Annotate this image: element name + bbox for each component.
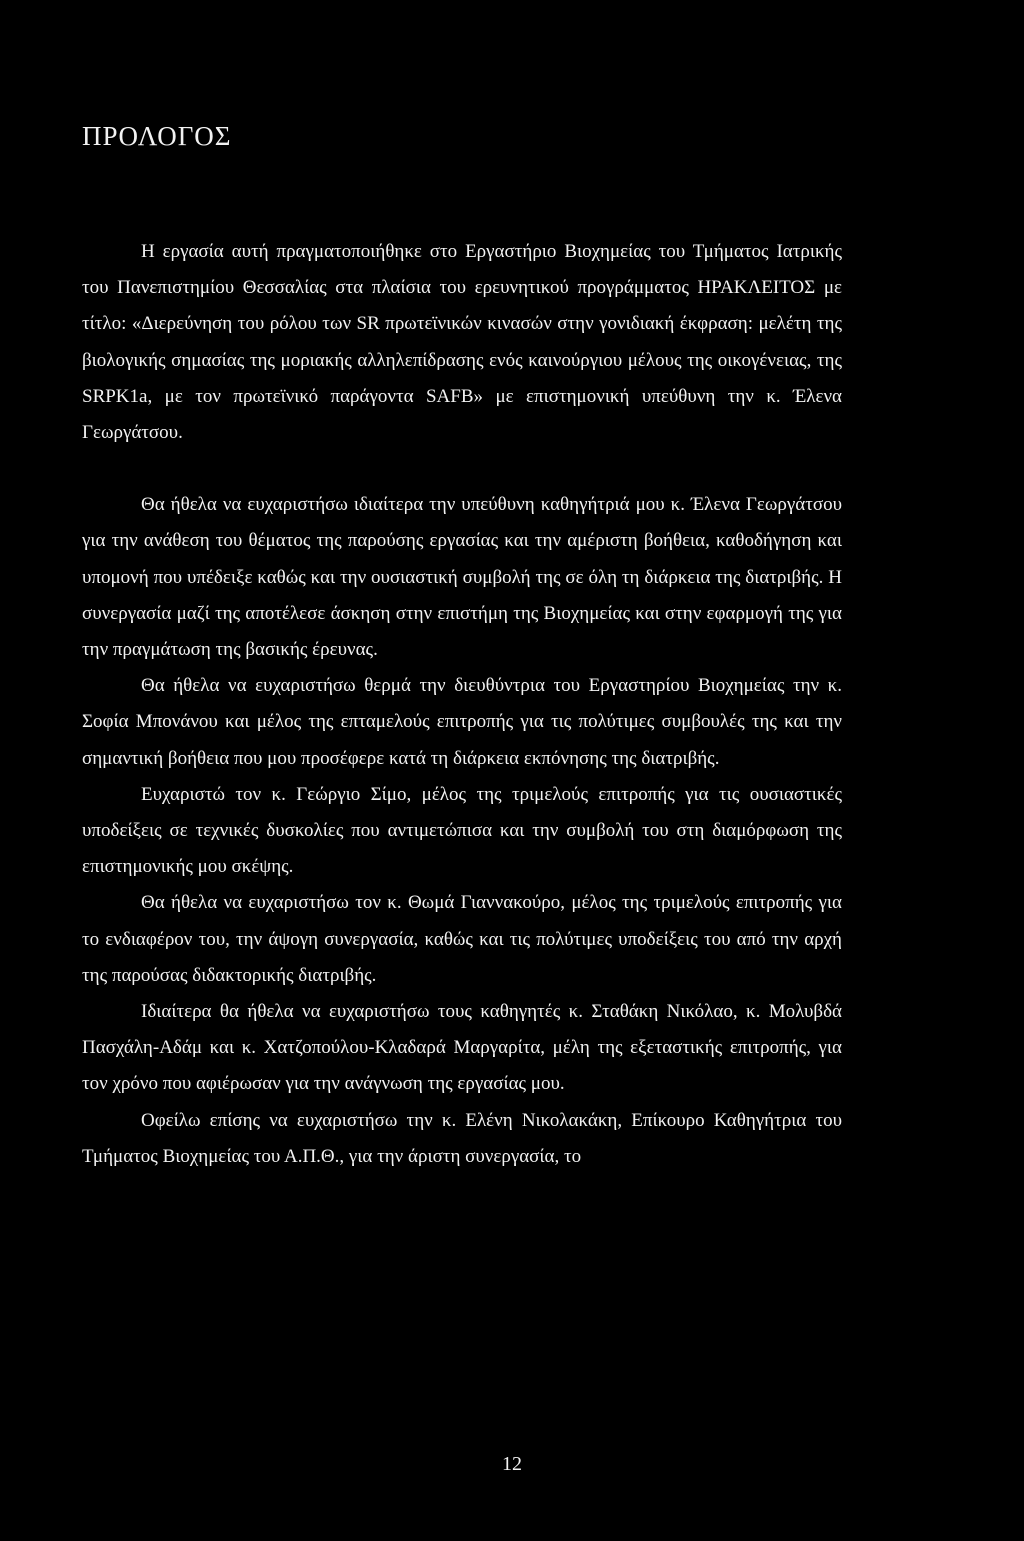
page-number: 12 [502, 1453, 522, 1475]
paragraph-committee-member-2: Θα ήθελα να ευχαριστήσω τον κ. Θωμά Γιαννακούρο, μέλος της τριμελούς επιτροπής για το ενδιαφέρον του, την άψογη συνεργασία, καθώς και τις πολύτιμες υποδείξεις του από την αρχή της παρούσας διδακτορικής διατριβής. [82, 892, 842, 986]
paragraph-supervisor: Θα ήθελα να ευχαριστήσω ιδιαίτερα την υπεύθυνη καθηγήτριά μου κ. Έλενα Γεωργάτσου για την ανάθεση του θέματος της παρούσης εργασίας και την αμέριστη βοήθεια, καθοδήγηση και υπομονή που υπέδειξε καθώς και την ουσιαστική συμβολή της σε όλη τη διάρκεια της διατριβής. Η συνεργασία μαζί της αποτέλεσε άσκηση στην επιστήμη της Βιοχημείας και στην εφαρμογή της για την πραγμάτωση της βασικής έρευνας. [82, 494, 842, 661]
document-body [82, 234, 842, 1175]
paragraph-lab-director: Θα ήθελα να ευχαριστήσω θερμά την διευθύντρια του Εργαστηρίου Βιοχημείας την κ. Σοφία Μπονάνου και μέλος της επταμελούς επιτροπής για τις πολύτιμες συμβουλές της και την σημαντική βοήθεια που μου προσέφερε κατά τη διάρκεια εκπόνησης της διατριβής. [82, 675, 842, 769]
page-title: ΠΡΟΛΟΓΟΣ [82, 121, 232, 151]
paragraph-assistant-professor: Οφείλω επίσης να ευχαριστήσω την κ. Ελένη Νικολακάκη, Επίκουρο Καθηγήτρια του Τμήματος Βιοχημείας του Α.Π.Θ., για την άριστη συνεργασία, το [82, 1109, 842, 1167]
paragraph-examination-committee: Ιδιαίτερα θα ήθελα να ευχαριστήσω τους καθηγητές κ. Σταθάκη Νικόλαο, κ. Μολυβδά Πασχάλη-Αδάμ και κ. Χατζοπούλου-Κλαδαρά Μαργαρίτα, μέλη της εξεταστικής επιτροπής, για τον χρόνο που αφιέρωσαν για την ανάγνωση της εργασίας μου. [82, 1001, 842, 1095]
paragraph-intro: Η εργασία αυτή πραγματοποιήθηκε στο Εργαστήριο Βιοχημείας του Τμήματος Ιατρικής του Πανεπιστημίου Θεσσαλίας στα πλαίσια του ερευνητικού προγράμματος ΗΡΑΚΛΕΙΤΟΣ με τίτλο: «Διερεύνηση του ρόλου των SR πρωτεϊνικών κινασών στην γονιδιακή έκφραση: μελέτη της βιολογικής σημασίας της μοριακής αλληλεπίδρασης ενός καινούργιου μέλους της οικογένειας, της SRPK1a, με τον πρωτεϊνικό παράγοντα SAFB» με επιστημονική υπεύθυνη την κ. Έλενα Γεωργάτσου. [82, 241, 842, 444]
paragraph-committee-member-1: Ευχαριστώ τον κ. Γεώργιο Σίμο, μέλος της τριμελούς επιτροπής για τις ουσιαστικές υποδείξεις σε τεχνικές δυσκολίες που αντιμετώπισα και την συμβολή του στη διαμόρφωση της επιστημονικής μου σκέψης. [82, 783, 842, 878]
document-page [82, 118, 842, 1175]
